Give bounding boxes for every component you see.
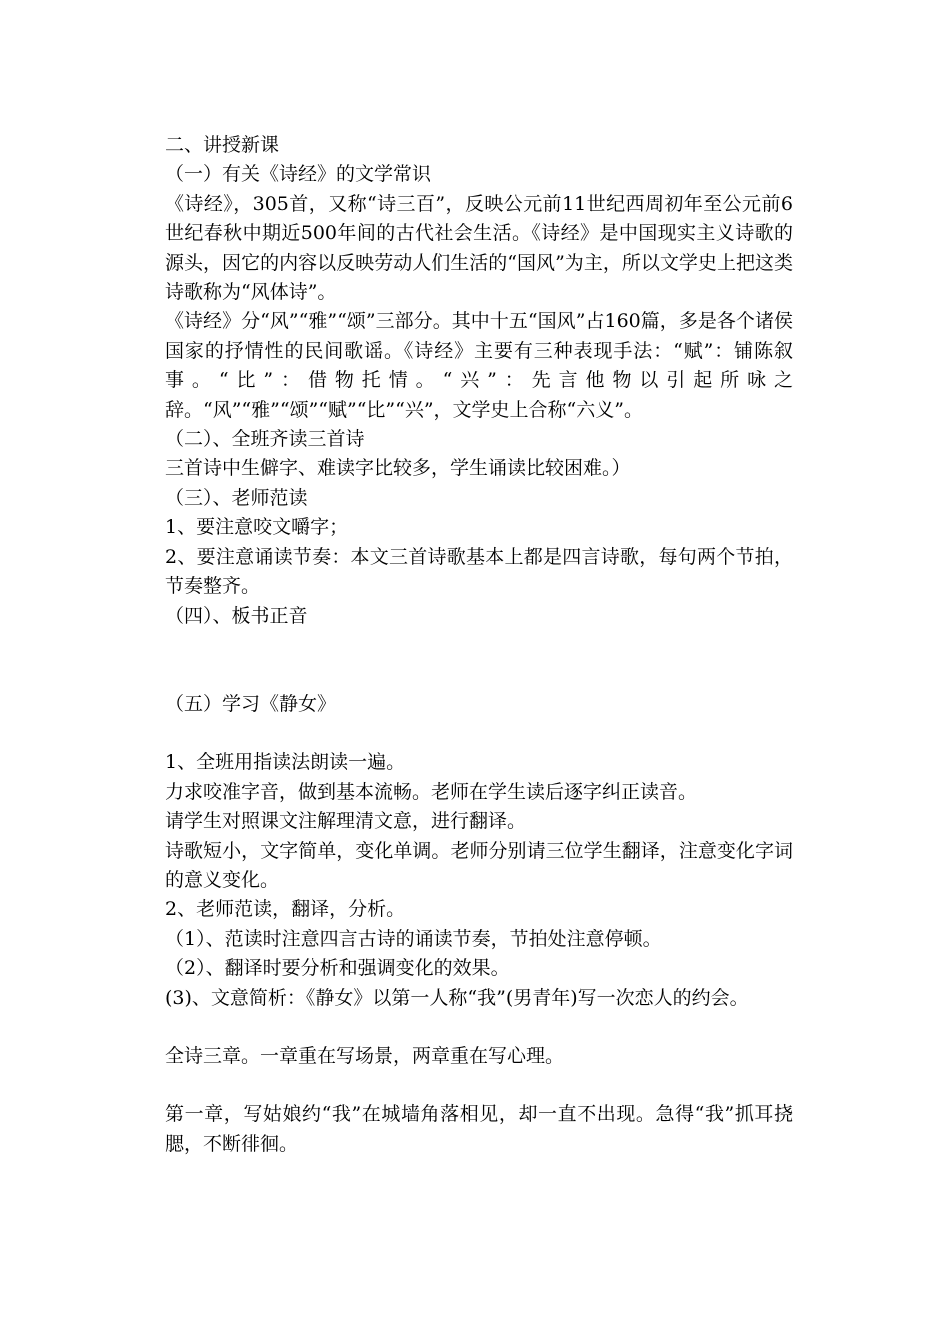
subsection-title-5: （五）学习《静女》 <box>165 692 337 715</box>
point-3: (3)、文意简析：《静女》以第一人称“我”(男青年)写一次恋人的约会。 <box>165 986 749 1009</box>
spacer <box>165 719 793 748</box>
paragraph-shijing-intro: 《诗经》，305首，又称“诗三百”，反映公元前11世纪西周初年至公元前6世纪春秋中期近500年间的古代社会生活。《诗经》是中国现实主义诗歌的源头，因它的内容以反映劳动人们生活的“国风”为主，所以文学史上把这类诗歌称为“风体诗”。 <box>165 192 793 304</box>
list-item-1: 1、要注意咬文嚼字； <box>165 516 349 539</box>
list-item-5-1: 1、全班用指读法朗读一遍。 <box>165 751 406 774</box>
paragraph-shijing-parts: 《诗经》分“风”“雅”“颂”三部分。其中十五“国风”占160篇，多是各个诸侯国家的抒情性的民间歌谣。《诗经》主要有三种表现手法：“赋”：铺陈叙事。“比”：借物托情。“兴”：先言他物以引起所咏之辞。“风”“雅”“颂”“赋”“比”“兴”，文学史上合称“六义”。 <box>165 310 793 421</box>
section-title: 二、讲授新课 <box>165 134 280 156</box>
list-item-2: 2、要注意诵读节奏：本文三首诗歌基本上都是四言诗歌，每句两个节拍，节奏整齐。 <box>165 545 793 598</box>
point-1: （1）、范读时注意四言古诗的诵读节奏，节拍处注意停顿。 <box>165 927 662 950</box>
paragraph-line-1: 力求咬准字音，做到基本流畅。老师在学生读后逐字纠正读音。 <box>165 780 698 803</box>
document-body <box>165 131 793 1159</box>
paragraph-chapter-1: 第一章，写姑娘约“我”在城墙角落相见，却一直不出现。急得“我”抓耳挠腮，不断徘徊。 <box>165 1103 793 1155</box>
subsection-title-1: （一）有关《诗经》的文学常识 <box>165 163 432 186</box>
paragraph-line-3: 诗歌短小，文字简单，变化单调。老师分别请三位学生翻译，注意变化字词的意义变化。 <box>165 839 793 891</box>
spacer <box>165 1013 793 1042</box>
point-2: （2）、翻译时要分析和强调变化的效果。 <box>165 957 510 980</box>
list-item-5-2: 2、老师范读，翻译，分析。 <box>165 898 406 921</box>
paragraph-reading-note: 三首诗中生僻字、难读字比较多，学生诵读比较困难。） <box>165 457 631 480</box>
spacer <box>165 1071 793 1100</box>
subsection-title-4: （四）、板书正音 <box>165 604 308 627</box>
subsection-title-3: （三）、老师范读 <box>165 486 308 509</box>
paragraph-line-2: 请学生对照课文注解理清文意，进行翻译。 <box>165 810 527 833</box>
spacer <box>165 631 793 690</box>
subsection-title-2: （二）、全班齐读三首诗 <box>165 428 365 451</box>
paragraph-chapters-summary: 全诗三章。一章重在写场景，两章重在写心理。 <box>165 1044 565 1067</box>
